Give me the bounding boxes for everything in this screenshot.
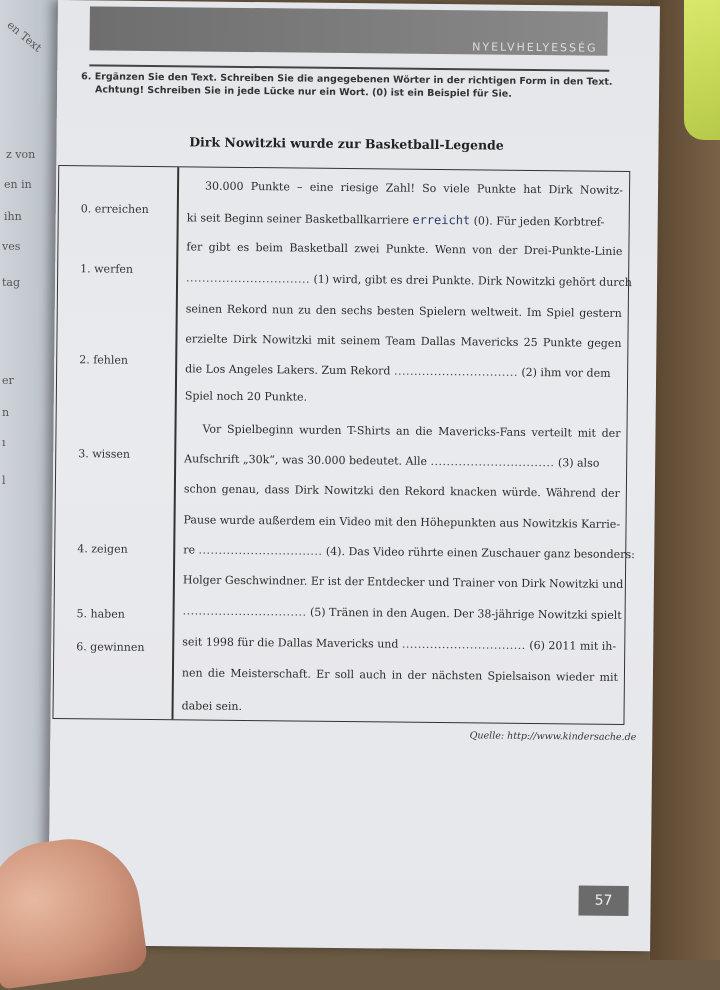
answer-blank-5[interactable]: ...............................	[182, 604, 307, 619]
text-line: Holger Geschwindner. Er ist der Entdecker und Trainer von Dirk Nowitzki und	[182, 573, 624, 591]
source-citation: Quelle: http://www.kindersache.de	[469, 730, 637, 744]
left-fragment: en Text	[4, 18, 45, 55]
answer-blank-2[interactable]: ...............................	[393, 364, 518, 379]
text-line	[183, 543, 635, 562]
left-fragment: l	[2, 474, 6, 487]
text-fragment: (5) Tränen in den Augen. Der 38-jährige Nowitzki spielt	[309, 605, 622, 622]
cue-word: 3. wissen	[78, 447, 131, 461]
answer-blank-6[interactable]: ...............................	[401, 637, 526, 652]
column-divider	[171, 167, 178, 719]
green-highlighter	[684, 0, 720, 140]
text-fragment: die Los Angeles Lakers. Zum Rekord	[185, 362, 391, 378]
text-line: erzielte Dirk Nowitzki mit seinem Team Dallas Mavericks 25 Punkte gegen	[185, 332, 622, 350]
left-fragment: ı	[2, 436, 6, 449]
instruction-line: 6. Ergänzen Sie den Text. Schreiben Sie die angegebenen Wörter in der richtigen Form in den Text.	[81, 71, 613, 88]
cue-word: 6. gewinnen	[76, 640, 145, 654]
exercise-text	[181, 167, 635, 713]
text-fragment: (4). Das Video rührte einen Zuschauer ganz besonders:	[325, 544, 635, 562]
text-fragment: seit 1998 für die Dallas Mavericks und	[182, 635, 399, 651]
text-line	[185, 362, 621, 380]
text-fragment: Aufschrift „30k“, was 30.000 bedeutet. Alle	[184, 452, 428, 468]
cue-word: 1. werfen	[80, 262, 134, 276]
task-instructions	[81, 70, 621, 102]
text-line: Vor Spielbeginn wurden T-Shirts an die Mavericks-Fans verteilt mit der	[202, 422, 621, 440]
left-fragment: er	[2, 374, 14, 387]
text-line: Pause wurde außerdem ein Video mit den Höhepunkten aus Nowitzkis Karrie-	[183, 513, 621, 531]
section-label: NYELVHELYESSÉG	[472, 40, 598, 55]
text-fragment: (1) wird, gibt es drei Punkte. Dirk Nowitzki gehört durch	[313, 272, 632, 290]
workbook-page	[48, 0, 660, 951]
text-line	[184, 452, 620, 470]
handwritten-answer: erreicht	[412, 212, 471, 228]
instruction-line: Achtung! Schreiben Sie in jede Lücke nur ein Wort. (0) ist ein Beispiel für Sie.	[95, 84, 512, 100]
text-fragment: (3) also	[557, 456, 600, 470]
text-line: 30.000 Punkte – eine riesige Zahl! So viele Punkte hat Dirk Nowitz-	[204, 179, 624, 197]
text-line: schon genau, dass Dirk Nowitzki den Rekord knacken würde. Während der	[183, 482, 620, 500]
answer-blank-3[interactable]: ...............................	[430, 454, 555, 470]
text-line: seinen Rekord nun zu den sechs besten Spielern weltweit. Im Spiel gestern	[185, 302, 622, 320]
text-line: nen die Meisterschaft. Er soll auch in der nächsten Spielsaison wieder mit	[181, 666, 619, 684]
text-fragment: (2) ihm vor dem	[521, 365, 611, 380]
answer-blank-4[interactable]: ...............................	[198, 543, 323, 558]
left-fragment: z von	[6, 148, 36, 161]
left-fragment: ihn	[4, 210, 22, 223]
text-fragment: (6) 2011 mit ih-	[529, 638, 617, 653]
cue-word: 4. zeigen	[77, 542, 128, 556]
text-fragment: re	[183, 543, 196, 557]
text-fragment: (0). Für jeden Korbtref-	[473, 214, 605, 229]
answer-blank-1[interactable]: ...............................	[186, 271, 311, 286]
cue-word: 0. erreichen	[80, 202, 149, 216]
text-line: fer gibt es beim Basketball zwei Punkte. Wenn von der Drei-Punkte-Linie	[186, 240, 623, 258]
text-title: Dirk Nowitzki wurde zur Basketball-Legende	[189, 134, 504, 153]
text-line: dabei sein.	[181, 699, 243, 713]
exercise-table	[52, 165, 635, 725]
text-fragment: ki seit Beginn seiner Basketballkarriere	[186, 211, 409, 227]
left-fragment: tag	[2, 276, 21, 289]
desk-background	[650, 0, 720, 960]
text-line	[182, 604, 622, 622]
text-line	[182, 635, 618, 653]
section-header-bar	[89, 6, 607, 55]
left-fragment: en in	[4, 178, 32, 191]
cue-word: 2. fehlen	[79, 353, 129, 367]
text-line	[186, 271, 632, 290]
left-fragment: n	[2, 406, 10, 419]
page-number: 57	[578, 886, 628, 917]
text-line: Spiel noch 20 Punkte.	[184, 389, 308, 404]
cue-word: 5. haben	[76, 607, 125, 621]
left-fragment: ves	[2, 240, 21, 253]
text-line	[187, 210, 623, 229]
